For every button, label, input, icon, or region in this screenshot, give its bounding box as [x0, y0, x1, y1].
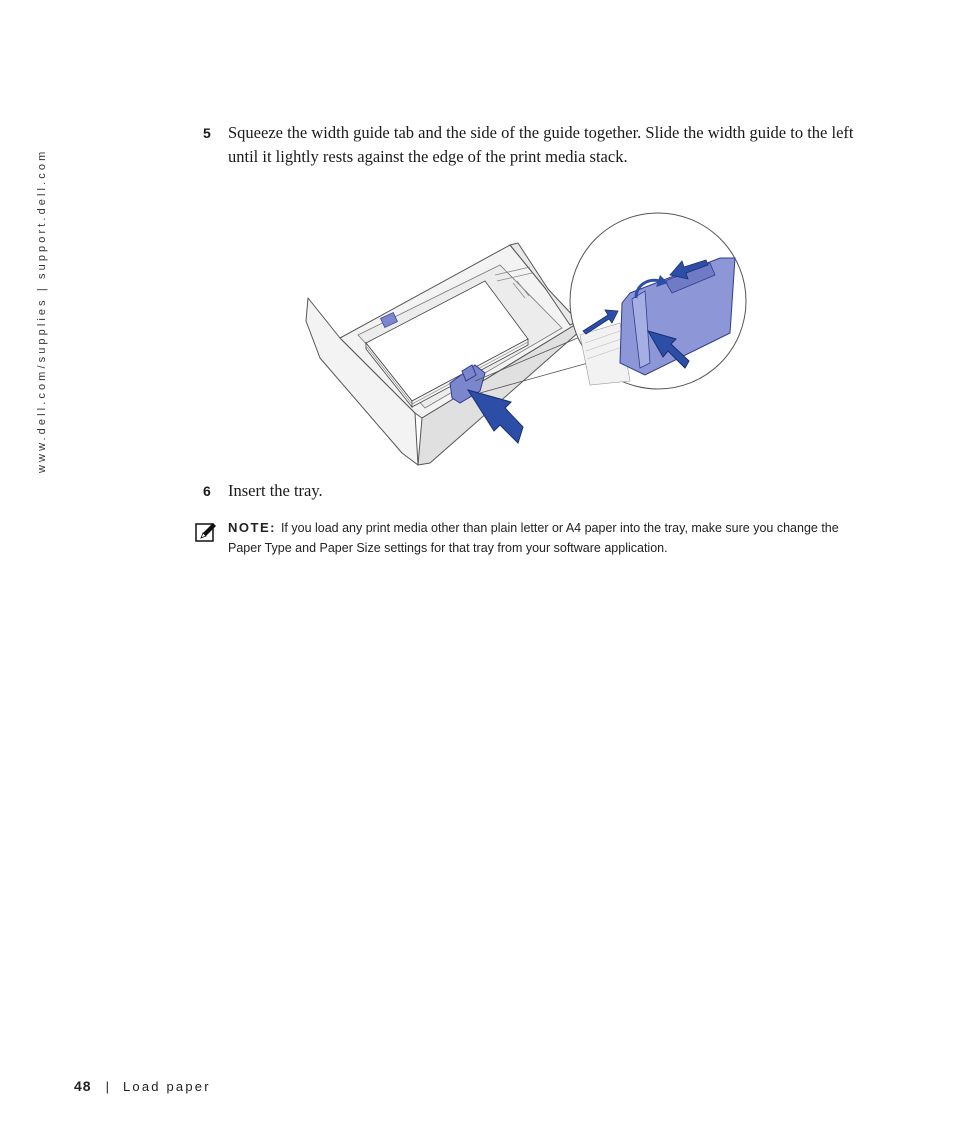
section-title: Load paper — [122, 1079, 211, 1094]
step-number: 6 — [203, 483, 211, 499]
paper-tray-illustration — [300, 203, 750, 468]
page-footer — [74, 1076, 211, 1096]
note-body — [228, 518, 868, 558]
sidebar-url: www.dell.com/supplies | support.dell.com — [36, 148, 48, 473]
step-text: Insert the tray. — [228, 481, 323, 500]
step-5 — [203, 121, 863, 171]
step-6 — [203, 479, 863, 503]
note-text: If you load any print media other than plain letter or A4 paper into the tray, make sure you change the Paper Type and Paper Size settings for that tray from your software application. — [228, 521, 839, 555]
note-label: NOTE: — [228, 520, 276, 535]
pencil-note-icon — [195, 521, 217, 543]
step-text: Squeeze the width guide tab and the side of the guide together. Slide the width guide to the left until it lightly rests against the edge of the print media stack. — [228, 123, 854, 166]
footer-separator: | — [105, 1079, 109, 1094]
note-box — [195, 518, 865, 562]
step-number: 5 — [203, 125, 211, 141]
page-number: 48 — [74, 1078, 92, 1094]
